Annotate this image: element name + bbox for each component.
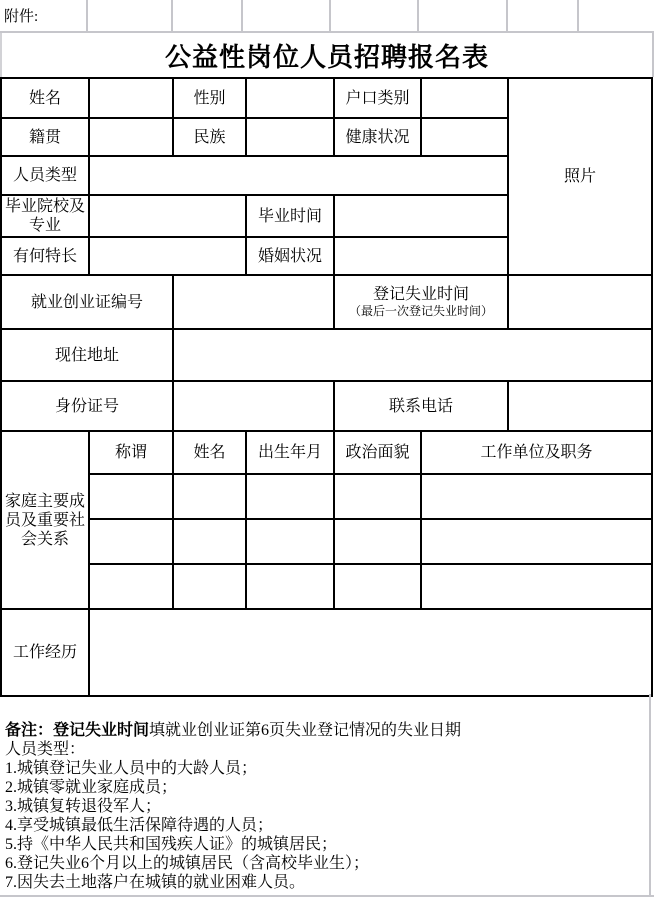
note-item-1: 1.城镇登记失业人员中的大龄人员； <box>5 760 258 777</box>
work-experience-value-cell[interactable] <box>89 609 652 696</box>
cert-number-value-cell[interactable] <box>173 275 334 329</box>
unemployment-time-subtitle: （最后一次登记失业时间） <box>348 304 493 318</box>
family-name-cell[interactable] <box>173 474 246 519</box>
grad-time-value-cell[interactable] <box>334 195 508 237</box>
note-item-6: 6.登记失业6个月以上的城镇居民（含高校毕业生）； <box>5 855 370 872</box>
remark-line <box>5 721 651 740</box>
family-col-political: 政治面貌 <box>334 431 421 474</box>
school-major-value-cell[interactable] <box>89 195 246 237</box>
family-political-cell[interactable] <box>334 474 421 519</box>
title-row <box>0 33 654 77</box>
family-section-label: 家庭主要成员及重要社会关系 <box>1 431 89 609</box>
address-value-cell[interactable] <box>173 329 652 381</box>
family-col-title: 称谓 <box>89 431 173 474</box>
grad-time-label: 毕业时间 <box>246 195 334 237</box>
family-name-cell[interactable] <box>173 564 246 609</box>
grid-cell <box>579 0 654 33</box>
note-item-5: 5.持《中华人民共和国残疾人证》的城镇居民； <box>5 836 338 853</box>
photo-placeholder-cell[interactable]: 照片 <box>508 78 652 275</box>
grid-cell <box>508 0 579 33</box>
page-title: 公益性岗位人员招聘报名表 <box>164 42 489 72</box>
family-col-employer: 工作单位及职务 <box>421 431 652 474</box>
cert-number-label: 就业创业证编号 <box>1 275 173 329</box>
grid-cell <box>88 0 173 33</box>
row-id-phone <box>1 381 652 431</box>
family-title-cell[interactable] <box>89 474 173 519</box>
family-political-cell[interactable] <box>334 564 421 609</box>
native-place-value-cell[interactable] <box>89 118 173 156</box>
family-member-row <box>1 474 652 519</box>
specialty-label: 有何特长 <box>1 237 89 275</box>
note-item-2: 2.城镇零就业家庭成员； <box>5 779 178 796</box>
health-label: 健康状况 <box>334 118 421 156</box>
marital-status-label: 婚姻状况 <box>246 237 334 275</box>
gender-label: 性别 <box>173 78 246 118</box>
hukou-type-value-cell[interactable] <box>421 78 508 118</box>
family-member-row <box>1 519 652 564</box>
note-item-3: 3.城镇复转退役军人； <box>5 798 162 815</box>
ethnicity-value-cell[interactable] <box>246 118 334 156</box>
family-employer-cell[interactable] <box>421 474 652 519</box>
remark-label: 备注： <box>5 722 54 739</box>
family-name-cell[interactable] <box>173 519 246 564</box>
id-number-value-cell[interactable] <box>173 381 334 431</box>
unemployment-time-title: 登记失业时间 <box>372 286 469 303</box>
family-political-cell[interactable] <box>334 519 421 564</box>
health-value-cell[interactable] <box>421 118 508 156</box>
row-family-header <box>1 431 652 474</box>
personnel-type-label: 人员类型 <box>1 156 89 195</box>
family-birth-cell[interactable] <box>246 474 334 519</box>
family-title-cell[interactable] <box>89 564 173 609</box>
family-title-cell[interactable] <box>89 519 173 564</box>
id-number-label: 身份证号 <box>1 381 173 431</box>
ethnicity-label: 民族 <box>173 118 246 156</box>
unemployment-time-label <box>334 275 508 329</box>
school-major-label: 毕业院校及专业 <box>1 195 89 237</box>
grid-cell <box>419 0 508 33</box>
family-member-row <box>1 564 652 609</box>
native-place-label: 籍贯 <box>1 118 89 156</box>
specialty-value-cell[interactable] <box>89 237 246 275</box>
family-employer-cell[interactable] <box>421 564 652 609</box>
hukou-type-label: 户口类别 <box>334 78 421 118</box>
unemployment-time-value-cell[interactable] <box>508 275 652 329</box>
address-label: 现住地址 <box>1 329 173 381</box>
grid-cell <box>243 0 331 33</box>
row-work-experience <box>1 609 652 696</box>
registration-form-table <box>0 77 653 697</box>
notes-section <box>0 694 651 892</box>
note-item-7: 7.因失去土地落户在城镇的就业困难人员。 <box>5 874 306 891</box>
note-item-4: 4.享受城镇最低生活保障待遇的人员； <box>5 817 274 834</box>
family-birth-cell[interactable] <box>246 564 334 609</box>
grid-cell <box>331 0 419 33</box>
remark-term: 登记失业时间 <box>53 722 150 739</box>
phone-value-cell[interactable] <box>508 381 652 431</box>
grid-cell <box>173 0 243 33</box>
right-gridline <box>649 694 651 897</box>
work-experience-label: 工作经历 <box>1 609 89 696</box>
remark-text: 填就业创业证第6页失业登记情况的失业日期 <box>149 722 462 739</box>
family-col-birth: 出生年月 <box>246 431 334 474</box>
name-label: 姓名 <box>1 78 89 118</box>
family-birth-cell[interactable] <box>246 519 334 564</box>
name-value-cell[interactable] <box>89 78 173 118</box>
family-col-name: 姓名 <box>173 431 246 474</box>
row-cert-unemploytime <box>1 275 652 329</box>
row-address <box>1 329 652 381</box>
top-grid-row <box>0 0 654 33</box>
attachment-label: 附件: <box>0 0 88 33</box>
personnel-type-header: 人员类型： <box>5 741 86 758</box>
personnel-type-value-cell[interactable] <box>89 156 508 195</box>
marital-status-value-cell[interactable] <box>334 237 508 275</box>
phone-label: 联系电话 <box>334 381 508 431</box>
bottom-gridline <box>0 895 654 897</box>
gender-value-cell[interactable] <box>246 78 334 118</box>
family-employer-cell[interactable] <box>421 519 652 564</box>
row-name-gender-hukou <box>1 78 652 118</box>
